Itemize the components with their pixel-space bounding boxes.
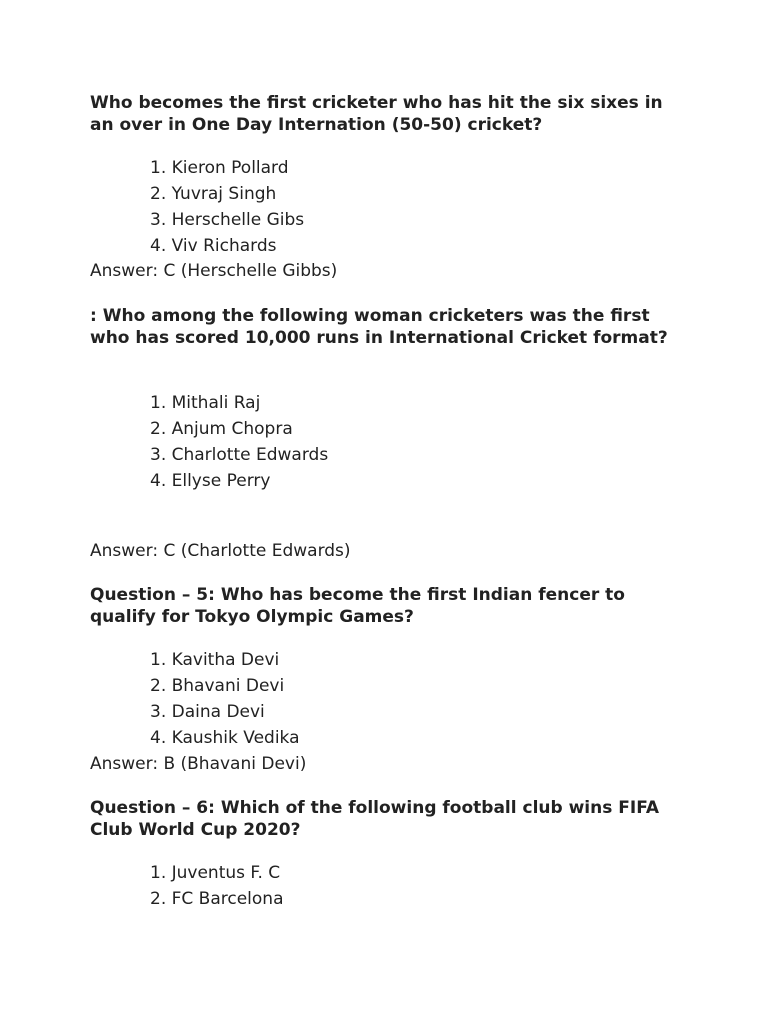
answer-text: Answer: C (Charlotte Edwards) — [90, 541, 351, 561]
option-item: 4. Viv Richards — [150, 236, 277, 256]
option-item: 2. Bhavani Devi — [150, 676, 285, 696]
question-heading: Question – 6: Which of the following football club wins FIFA Club World Cup 2020? — [90, 798, 660, 840]
question-heading: Who becomes the first cricketer who has hit the six sixes in an over in One Day Internation (50-50) cricket? — [90, 93, 663, 135]
option-item: 2. FC Barcelona — [150, 889, 284, 909]
option-item: 3. Herschelle Gibs — [150, 210, 305, 230]
options-list — [150, 155, 304, 259]
option-item: 1. Juventus F. C — [150, 863, 281, 883]
answer-text: Answer: B (Bhavani Devi) — [90, 754, 307, 774]
option-item: 1. Mithali Raj — [150, 393, 261, 413]
question-heading: Question – 5: Who has become the first Indian fencer to qualify for Tokyo Olympic Games? — [90, 585, 625, 627]
options-list — [150, 860, 284, 912]
option-item: 2. Yuvraj Singh — [150, 184, 277, 204]
option-item: 2. Anjum Chopra — [150, 419, 293, 439]
option-item: 4. Ellyse Perry — [150, 471, 271, 491]
question-heading: : Who among the following woman cricketers was the first who has scored 10,000 runs in International Cricket format? — [90, 306, 668, 348]
option-item: 1. Kieron Pollard — [150, 158, 289, 178]
options-list — [150, 390, 328, 494]
option-item: 3. Charlotte Edwards — [150, 445, 329, 465]
option-item: 4. Kaushik Vedika — [150, 728, 300, 748]
options-list — [150, 647, 300, 751]
answer-text: Answer: C (Herschelle Gibbs) — [90, 261, 338, 281]
option-item: 1. Kavitha Devi — [150, 650, 280, 670]
option-item: 3. Daina Devi — [150, 702, 265, 722]
